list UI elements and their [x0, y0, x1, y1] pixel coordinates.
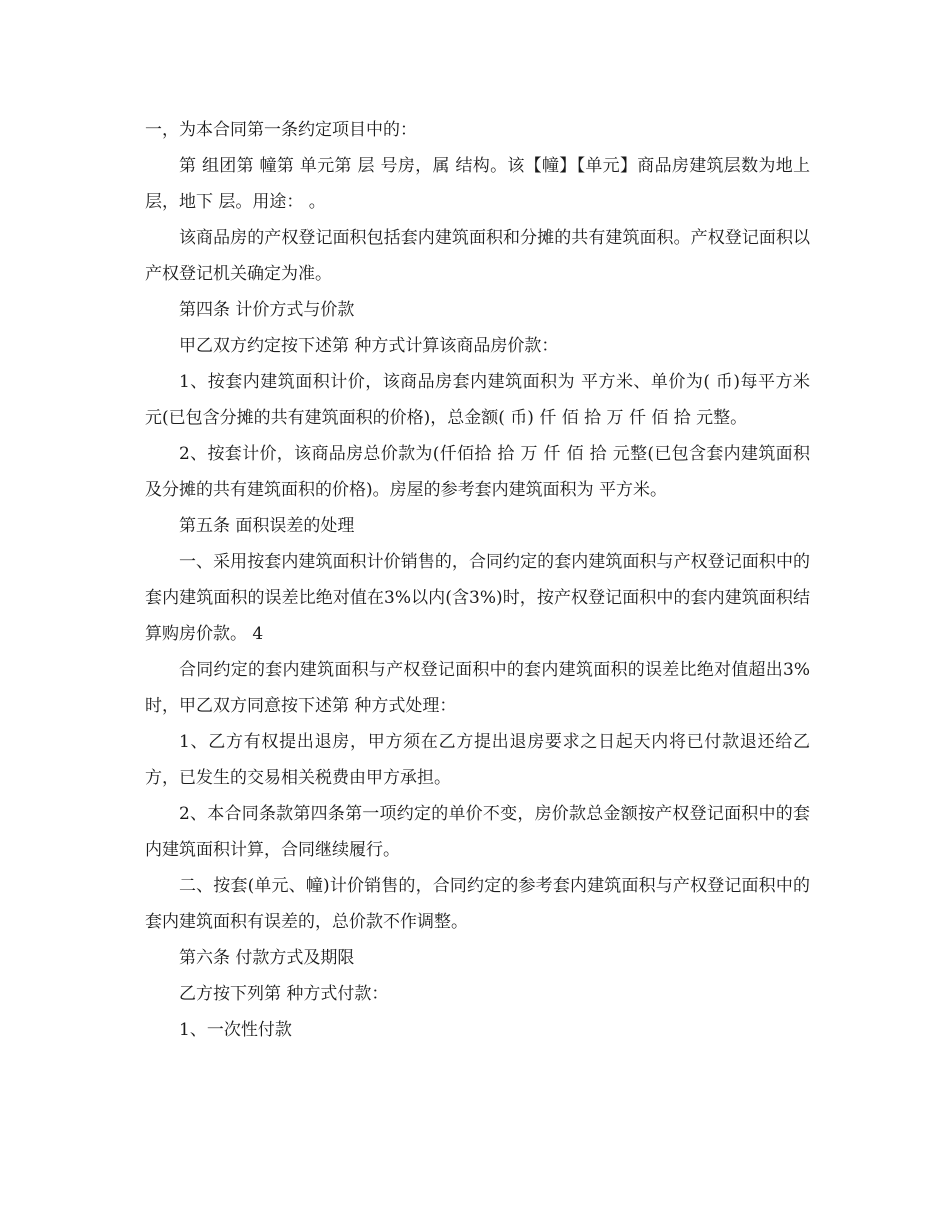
- paragraph-unit-pricing-error: 二、按套(单元、幢)计价销售的，合同约定的参考套内建筑面积与产权登记面积中的套内建筑面积有误差的，总价款不作调整。: [145, 876, 810, 932]
- paragraph-registered-area: 该商品房的产权登记面积包括套内建筑面积和分摊的共有建筑面积。产权登记面积以产权登记机关确定为准。: [145, 228, 810, 284]
- heading-article-4: 第四条 计价方式与价款: [179, 300, 355, 320]
- paragraph-continue-option: 2、本合同条款第四条第一项约定的单价不变，房价款总金额按产权登记面积中的套内建筑面积计算，合同继续履行。: [145, 804, 810, 860]
- paragraph-area-error-exceed: 合同约定的套内建筑面积与产权登记面积中的套内建筑面积的误差比绝对值超出3%时，甲乙双方同意按下述第 种方式处理：: [145, 660, 810, 716]
- paragraph-pricing-by-unit: 2、按套计价，该商品房总价款为(仟佰拾 拾 万 仟 佰 拾 元整(已包含套内建筑面积及分摊的共有建筑面积的价格)。房屋的参考套内建筑面积为 平方米。: [145, 444, 810, 500]
- heading-article-6: 第六条 付款方式及期限: [179, 948, 355, 968]
- paragraph-pricing-by-area: 1、按套内建筑面积计价，该商品房套内建筑面积为 平方米、单价为( 币)每平方米 元(已包含分摊的共有建筑面积的价格)，总金额( 币) 仟 佰 拾 万 仟 佰 拾 元整。: [145, 372, 810, 428]
- paragraph-refund-option: 1、乙方有权提出退房，甲方须在乙方提出退房要求之日起天内将已付款退还给乙方，已发生的交易相关税费由甲方承担。: [145, 732, 810, 788]
- paragraph-unit-details: 第 组团第 幢第 单元第 层 号房，属 结构。该【幢】【单元】商品房建筑层数为地上 层，地下 层。用途： 。: [145, 156, 810, 212]
- paragraph-clause-intro: 一，为本合同第一条约定项目中的：: [145, 120, 417, 140]
- paragraph-payment-method: 乙方按下列第 种方式付款：: [179, 984, 389, 1004]
- paragraph-pricing-method: 甲乙双方约定按下述第 种方式计算该商品房价款：: [179, 336, 559, 356]
- paragraph-area-error-within: 一、采用按套内建筑面积计价销售的，合同约定的套内建筑面积与产权登记面积中的套内建筑面积的误差比绝对值在3%以内(含3%)时，按产权登记面积中的套内建筑面积结算购房价款。 4: [145, 552, 810, 644]
- document-body: [145, 112, 810, 1048]
- heading-article-5: 第五条 面积误差的处理: [179, 516, 355, 536]
- paragraph-lump-sum: 1、一次性付款: [179, 1020, 292, 1040]
